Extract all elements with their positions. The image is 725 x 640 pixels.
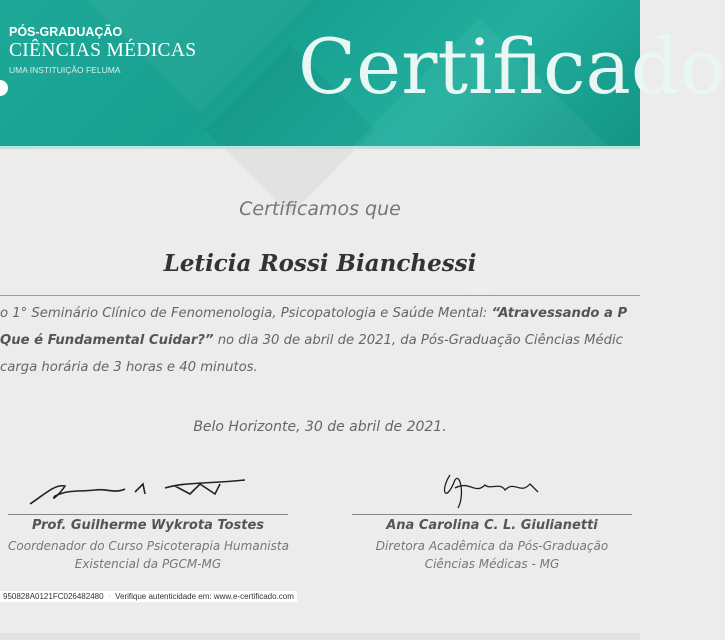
body-line-2 [0, 333, 623, 348]
signature-ana [430, 470, 550, 510]
certificate-title: Certificado [298, 22, 725, 111]
name-divider [0, 295, 640, 296]
intro-text: Certificamos que [239, 198, 401, 220]
signatory-role: Diretora Acadêmica da Pós-Graduação [375, 539, 609, 553]
body-line-3: carga horária de 3 horas e 40 minutos. [0, 360, 258, 375]
body-text: no dia 30 de abril de 2021, da Pós-Graduação Ciências Médic [213, 333, 623, 348]
body-line-1 [0, 306, 627, 321]
logo-top-text: PÓS-GRADUAÇÃO [9, 25, 123, 39]
verification-link[interactable]: Verifique autenticidade em: www.e-certificado.com [115, 592, 294, 601]
body-text: o 1° Seminário Clínico de Fenomenologia, Psicopatologia e Saúde Mental: [0, 306, 492, 321]
signatory-name: Ana Carolina C. L. Giulianetti [386, 518, 598, 533]
logo-main-text: CIÊNCIAS MÉDICAS [9, 40, 197, 61]
place-date: Belo Horizonte, 30 de abril de 2021. [193, 419, 447, 435]
verification-code: 950828A0121FC026482480 [3, 592, 104, 601]
recipient-name: Leticia Rossi Bianchessi [163, 250, 477, 277]
separator: · [108, 592, 111, 601]
logo-icon [0, 80, 8, 96]
logo-sub-text: UMA INSTITUIÇÃO FELUMA [9, 65, 121, 75]
signature-line [352, 514, 632, 515]
signature-guilherme [25, 474, 270, 510]
signatory-role: Existencial da PGCM-MG [74, 557, 222, 571]
verification-footer [0, 591, 297, 602]
signature-line [8, 514, 288, 515]
event-title-cont: Que é Fundamental Cuidar?” [0, 333, 214, 348]
header-divider [0, 146, 640, 149]
certificate-header [0, 0, 725, 146]
signatory-name: Prof. Guilherme Wykrota Tostes [31, 518, 265, 533]
bottom-strip [0, 633, 640, 640]
signatory-role: Ciências Médicas - MG [424, 557, 560, 571]
signatory-role: Coordenador do Curso Psicoterapia Humanista [8, 539, 289, 553]
event-title: “Atravessando a P [491, 306, 628, 321]
